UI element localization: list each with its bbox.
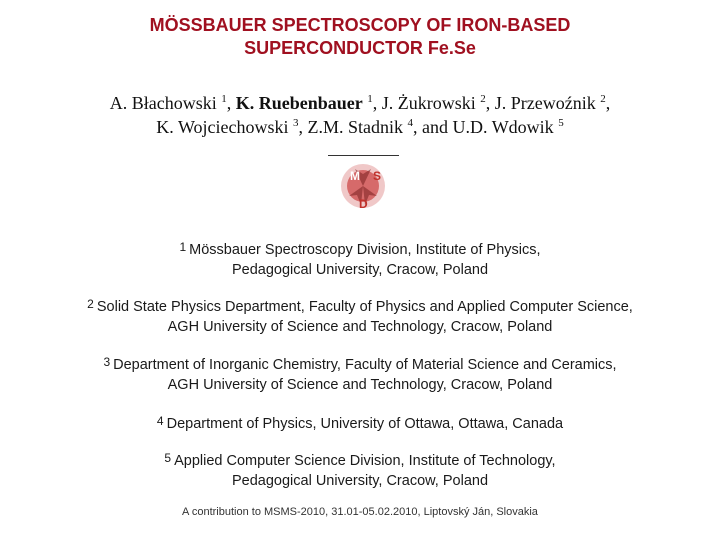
logo-letter-s: S [373,169,382,183]
author-affiliation-number: 5 [558,117,564,129]
affiliation-line: Applied Computer Science Division, Institute of Technology, [174,453,556,469]
affiliation-number: 5 [164,451,172,465]
msd-logo [335,160,391,216]
affiliation-line: Department of Physics, University of Ottawa, Ottawa, Canada [166,416,564,432]
author-name: A. Błachowski [109,93,217,113]
author-name: Z.M. Stadnik [307,117,404,137]
author-name: K. Wojciechowski [156,117,289,137]
affiliation-line: Department of Inorganic Chemistry, Faculty of Material Science and Ceramics, [113,357,617,373]
logo-letter-m: M [350,169,360,183]
author-name: U.D. Wdowik [452,117,554,137]
affiliation-line: AGH University of Science and Technology, Cracow, Poland [167,377,553,393]
author-affiliation-number: 2 [480,93,486,105]
title-line-2: SUPERCONDUCTOR Fe.Se [244,38,476,58]
divider [328,155,399,156]
author-affiliation-number: 2 [600,93,606,105]
affiliation-number: 3 [103,355,111,369]
author-name: K. Ruebenbauer [235,93,363,113]
affiliation-line: Solid State Physics Department, Faculty of Physics and Applied Computer Science, [96,299,633,315]
affiliation-line: AGH University of Science and Technology, Cracow, Poland [167,319,553,335]
author-list [0,91,720,139]
conference-footer: A contribution to MSMS-2010, 31.01-05.02.2010, Liptovský Ján, Slovakia [182,506,538,518]
document-title [0,14,720,60]
affiliation-line: Pedagogical University, Cracow, Poland [231,473,489,489]
author-line-1: A. Błachowski $^1$, K. Ruebenbauer $^1$, J. Żukrowski $^2$, J. Przewoźnik $^2$, [109,93,611,113]
author-affiliation-number: 4 [407,117,414,129]
affiliation-line: Mössbauer Spectroscopy Division, Institute of Physics, [189,242,541,258]
logo-letter-d: D [359,197,368,211]
affiliation-line: Pedagogical University, Cracow, Poland [231,262,489,278]
author-name: J. Żukrowski [381,93,476,113]
affiliation-5 [0,448,720,491]
author-connector: and [422,117,449,137]
affiliation-3 [0,352,720,395]
author-name: J. Przewoźnik [494,93,596,113]
author-affiliation-number: 3 [293,117,299,129]
affiliation-4 [0,411,720,434]
author-line-2: K. Wojciechowski $^3$, Z.M. Stadnik $^4$, and U.D. Wdowik $^5$ [156,117,564,137]
affiliation-number: 2 [87,297,94,311]
affiliation-number: 4 [156,414,164,428]
affiliation-number: 1 [179,240,187,254]
affiliation-2 [0,294,720,337]
title-line-1: MÖSSBAUER SPECTROSCOPY OF IRON-BASED [149,15,571,35]
affiliation-1 [0,237,720,280]
author-affiliation-number: 1 [221,93,227,105]
author-affiliation-number: 1 [367,93,373,105]
